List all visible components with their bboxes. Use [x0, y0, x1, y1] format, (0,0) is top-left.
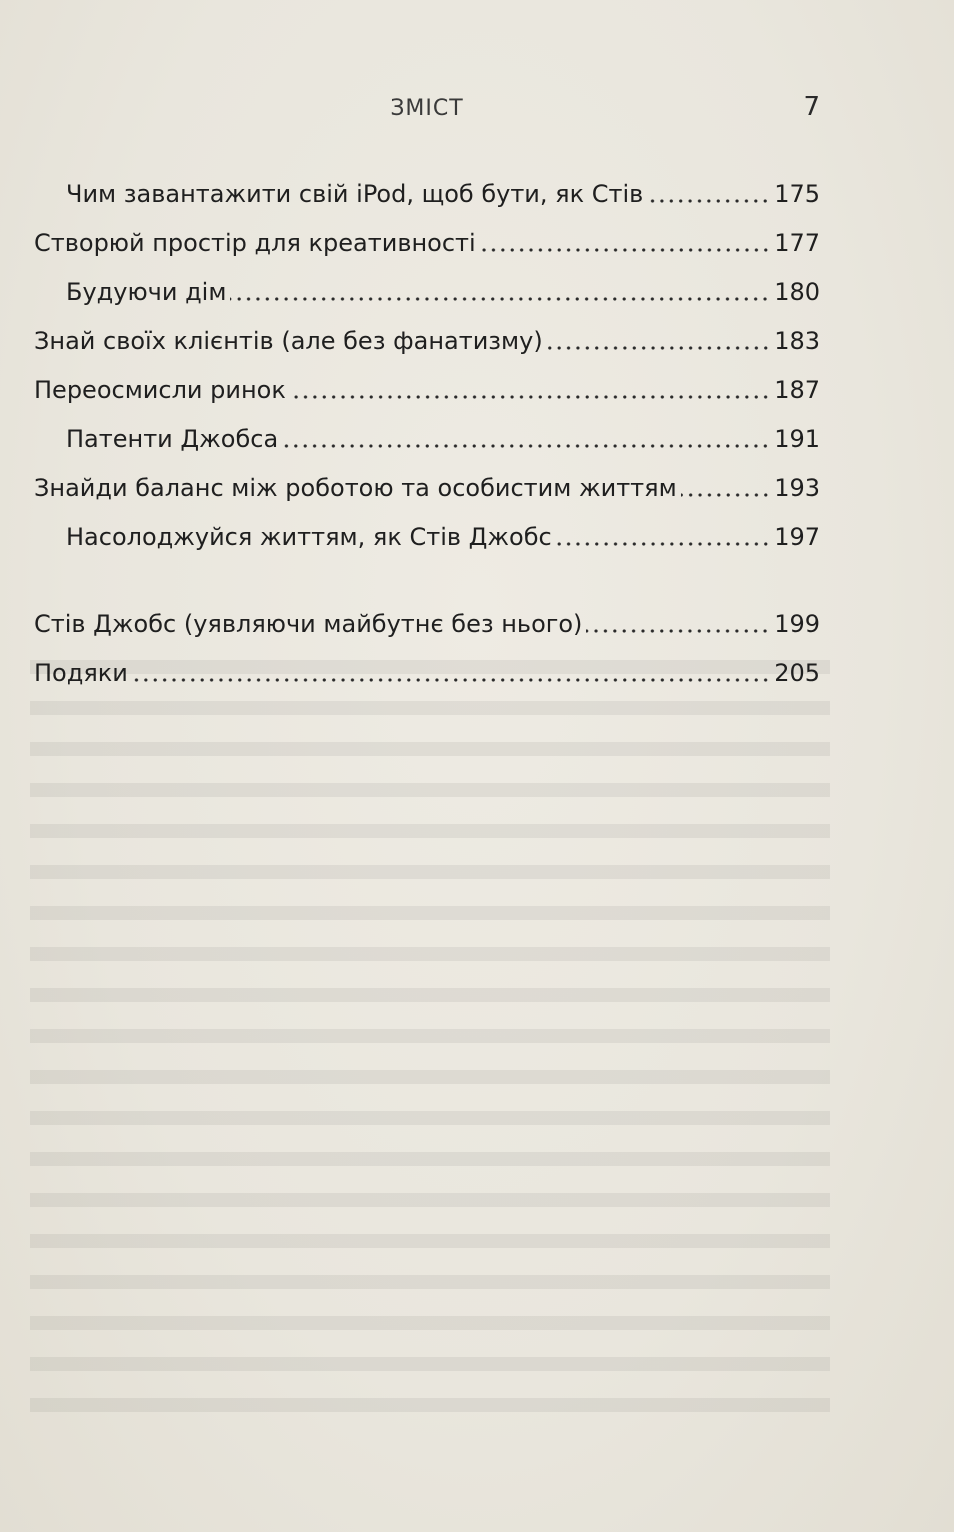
toc-entry: [34, 225, 820, 274]
toc-entry: [34, 421, 820, 470]
toc-entry-page: 197: [774, 523, 820, 551]
page-number: 7: [803, 92, 820, 122]
toc-entry-title: Переосмисли ринок: [34, 376, 286, 404]
dot-leader: [132, 659, 770, 683]
toc-group-back-matter: [34, 606, 820, 704]
toc-entry-page: 175: [774, 180, 820, 208]
toc-entry: [34, 372, 820, 421]
toc-entry-page: 199: [774, 610, 820, 638]
toc-entry-title: Будуючи дім: [66, 278, 227, 306]
dot-leader: [282, 425, 770, 449]
toc-entry: [34, 470, 820, 519]
toc-entry-page: 187: [774, 376, 820, 404]
toc-entry-title: Знайди баланс між роботою та особистим життям: [34, 474, 677, 502]
toc-entry: [34, 176, 820, 225]
toc-entry: [34, 519, 820, 568]
toc-entry-page: 193: [774, 474, 820, 502]
toc-entry-page: 177: [774, 229, 820, 257]
dot-leader: [681, 474, 770, 498]
toc-entry: [34, 655, 820, 704]
dot-leader: [547, 327, 770, 351]
toc-entry-title: Насолоджуйся життям, як Стів Джобс: [66, 523, 552, 551]
toc-group-main: [34, 176, 820, 568]
toc-entry: [34, 606, 820, 655]
toc-entry: [34, 274, 820, 323]
dot-leader: [586, 610, 770, 634]
toc-entry-title: Створюй простір для креативності: [34, 229, 476, 257]
toc-entry-title: Знай своїх клієнтів (але без фанатизму): [34, 327, 543, 355]
running-title: ЗМІСТ: [390, 96, 464, 121]
toc-entry-page: 183: [774, 327, 820, 355]
toc-entry-title: Чим завантажити свій iPod, щоб бути, як Стів: [66, 180, 644, 208]
dot-leader: [647, 180, 770, 204]
dot-leader: [230, 278, 770, 302]
toc-entry-title: Патенти Джобса: [66, 425, 279, 453]
toc-entry-page: 191: [774, 425, 820, 453]
toc-entry-page: 205: [774, 659, 820, 687]
dot-leader: [480, 229, 770, 253]
toc-entry-title: Стів Джобс (уявляючи майбутнє без нього): [34, 610, 583, 638]
show-through-text: [30, 660, 830, 1420]
dot-leader: [290, 376, 770, 400]
toc-entry-page: 180: [774, 278, 820, 306]
table-of-contents: [34, 176, 820, 704]
toc-entry-title: Подяки: [34, 659, 128, 687]
toc-entry: [34, 323, 820, 372]
running-header: [0, 92, 954, 128]
dot-leader: [556, 523, 770, 547]
